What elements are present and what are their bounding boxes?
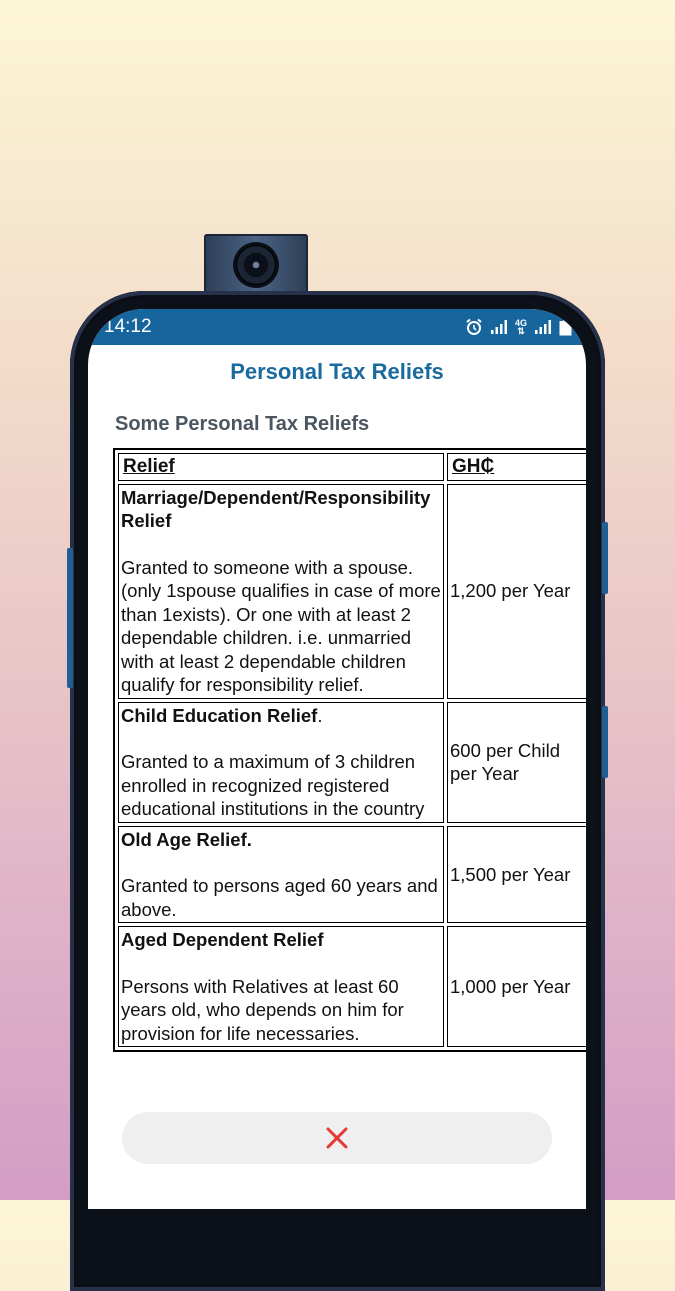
signal-icon-2 xyxy=(534,319,552,335)
data-icon: 4G ⇅ xyxy=(514,318,527,336)
relief-amount: 1,500 per Year xyxy=(447,826,586,924)
relief-cell xyxy=(118,702,444,823)
table-row xyxy=(118,926,586,1047)
status-time: 14:12 xyxy=(104,316,152,337)
alarm-icon xyxy=(465,318,483,336)
status-bar xyxy=(88,309,586,345)
close-icon xyxy=(326,1127,348,1149)
relief-cell xyxy=(118,826,444,924)
table-row xyxy=(118,702,586,823)
page-title: Personal Tax Reliefs xyxy=(230,359,444,384)
relief-cell xyxy=(118,484,444,699)
column-header-relief: Relief xyxy=(118,453,444,481)
column-header-amount: GH₵ xyxy=(447,453,586,481)
phone-power-button xyxy=(602,706,608,778)
signal-icon xyxy=(490,319,508,335)
status-icons xyxy=(465,318,572,336)
network-type: 4G xyxy=(514,318,527,328)
relief-name: Old Age Relief. xyxy=(121,828,252,850)
relief-cell xyxy=(118,926,444,1047)
phone-screen xyxy=(88,309,586,1209)
relief-description: Persons with Relatives at least 60 years old, who depends on him for provision for life necessaries. xyxy=(121,975,404,1044)
relief-description: Granted to persons aged 60 years and above. xyxy=(121,875,438,920)
table-header-row xyxy=(118,453,586,481)
relief-amount: 1,200 per Year xyxy=(447,484,586,699)
relief-description: Granted to someone with a spouse. (only 1spouse qualifies in case of more than 1exists). Or one with at least 2 dependable children. i.e. unmarried with at least 2 dependable children qualify for responsibility relief. xyxy=(121,556,441,695)
camera-lens-icon xyxy=(235,244,277,286)
close-button[interactable] xyxy=(122,1112,552,1164)
section-title: Some Personal Tax Reliefs xyxy=(115,413,370,435)
relief-name: Child Education Relief. xyxy=(121,704,323,726)
phone-volume-button xyxy=(602,522,608,594)
table-row xyxy=(118,826,586,924)
relief-table xyxy=(113,448,586,1052)
relief-amount: 600 per Child per Year xyxy=(447,702,586,823)
relief-amount: 1,000 per Year xyxy=(447,926,586,1047)
relief-name: Aged Dependent Relief xyxy=(121,929,324,950)
table-row xyxy=(118,484,586,699)
relief-description: Granted to a maximum of 3 children enrolled in recognized registered educational institutions in the country xyxy=(121,751,425,819)
phone-side-button-left xyxy=(67,548,73,688)
relief-table-container[interactable] xyxy=(113,448,586,1099)
relief-name: Marriage/Dependent/Responsibility Relief xyxy=(121,486,431,531)
